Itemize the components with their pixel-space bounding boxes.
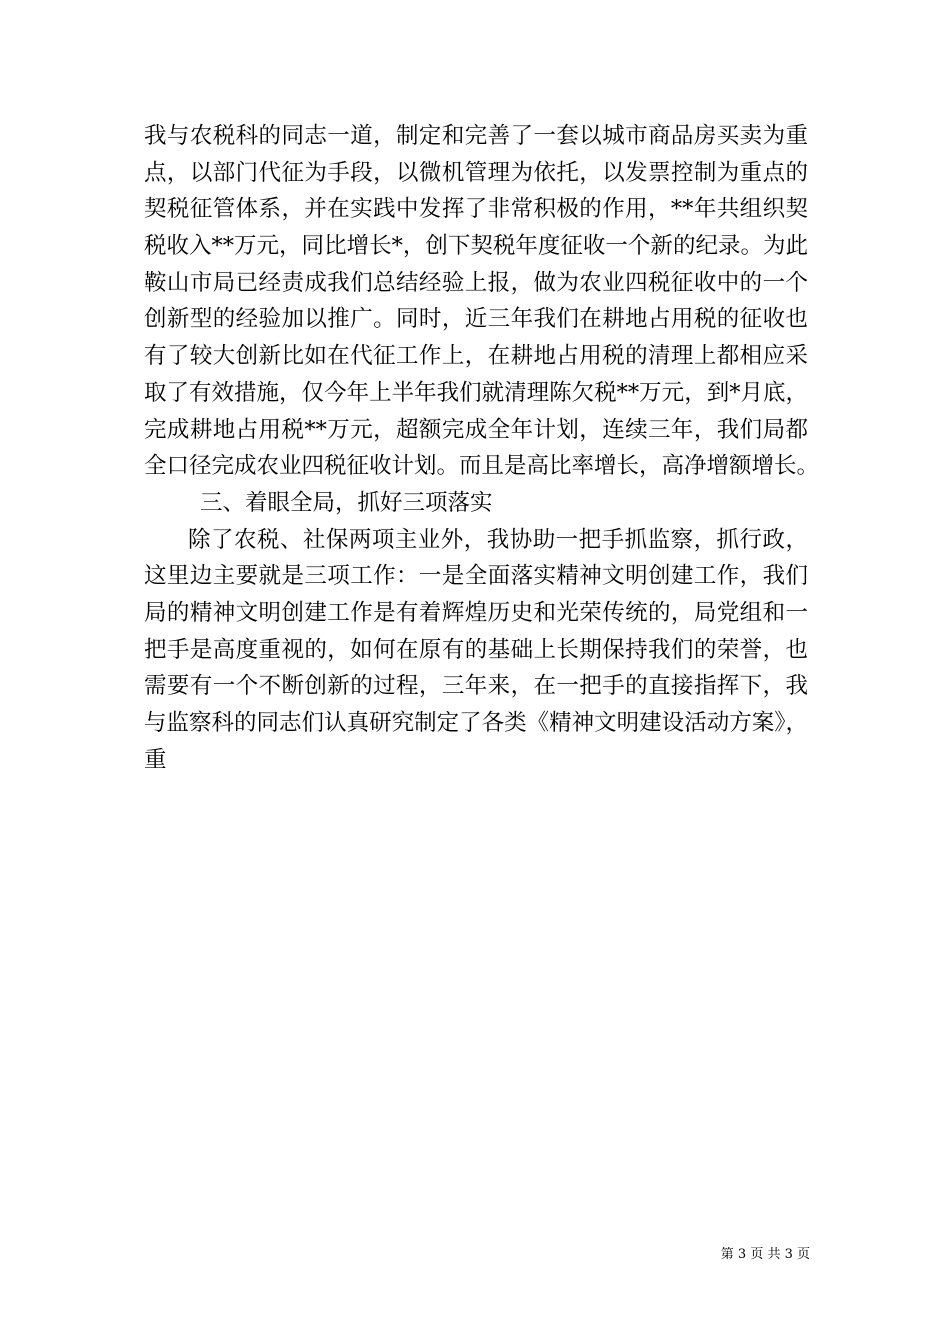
- page-number: 第 3 页 共 3 页: [720, 1247, 810, 1262]
- text-line: 税收入**万元，同比增长*，创下契税年度征收一个新的纪录。为此: [144, 233, 808, 260]
- text-line: 我与农税科的同志一道，制定和完善了一套以城市商品房买卖为重: [144, 123, 808, 149]
- text-line: 有了较大创新比如在代征工作上，在耕地占用税的清理上都相应采: [144, 343, 808, 370]
- body-text: [144, 118, 820, 778]
- section-heading: 三、着眼全局，抓好三项落实: [200, 489, 493, 516]
- text-line: 重: [144, 746, 167, 773]
- text-line: 创新型的经验加以推广。同时，近三年我们在耕地占用税的征收也: [144, 306, 808, 333]
- text-line: 与监察科的同志们认真研究制定了各类《精神文明建设活动方案》，: [144, 710, 808, 736]
- text-line: 完成耕地占用税**万元，超额完成全年计划，连续三年，我们局都: [144, 416, 808, 443]
- text-line: 需要有一个不断创新的过程，三年来，在一把手的直接指挥下，我: [144, 673, 808, 700]
- text-line: 这里边主要就是三项工作：一是全面落实精神文明创建工作，我们: [144, 563, 808, 590]
- text-line: 除了农税、社保两项主业外，我协助一把手抓监察，抓行政，: [188, 526, 808, 553]
- text-line: 鞍山市局已经责成我们总结经验上报，做为农业四税征收中的一个: [144, 269, 808, 296]
- text-line: 点，以部门代征为手段，以微机管理为依托，以发票控制为重点的: [144, 159, 808, 186]
- text-line: 把手是高度重视的，如何在原有的基础上长期保持我们的荣誉，也: [144, 636, 808, 663]
- text-line: 取了有效措施，仅今年上半年我们就清理陈欠税**万元，到*月底，: [144, 379, 808, 406]
- text-line: 全口径完成农业四税征收计划。而且是高比率增长，高净增额增长。: [144, 453, 820, 480]
- text-line: 契税征管体系，并在实践中发挥了非常积极的作用，**年共组织契: [144, 196, 808, 223]
- text-line: 局的精神文明创建工作是有着辉煌历史和光荣传统的，局党组和一: [144, 599, 808, 626]
